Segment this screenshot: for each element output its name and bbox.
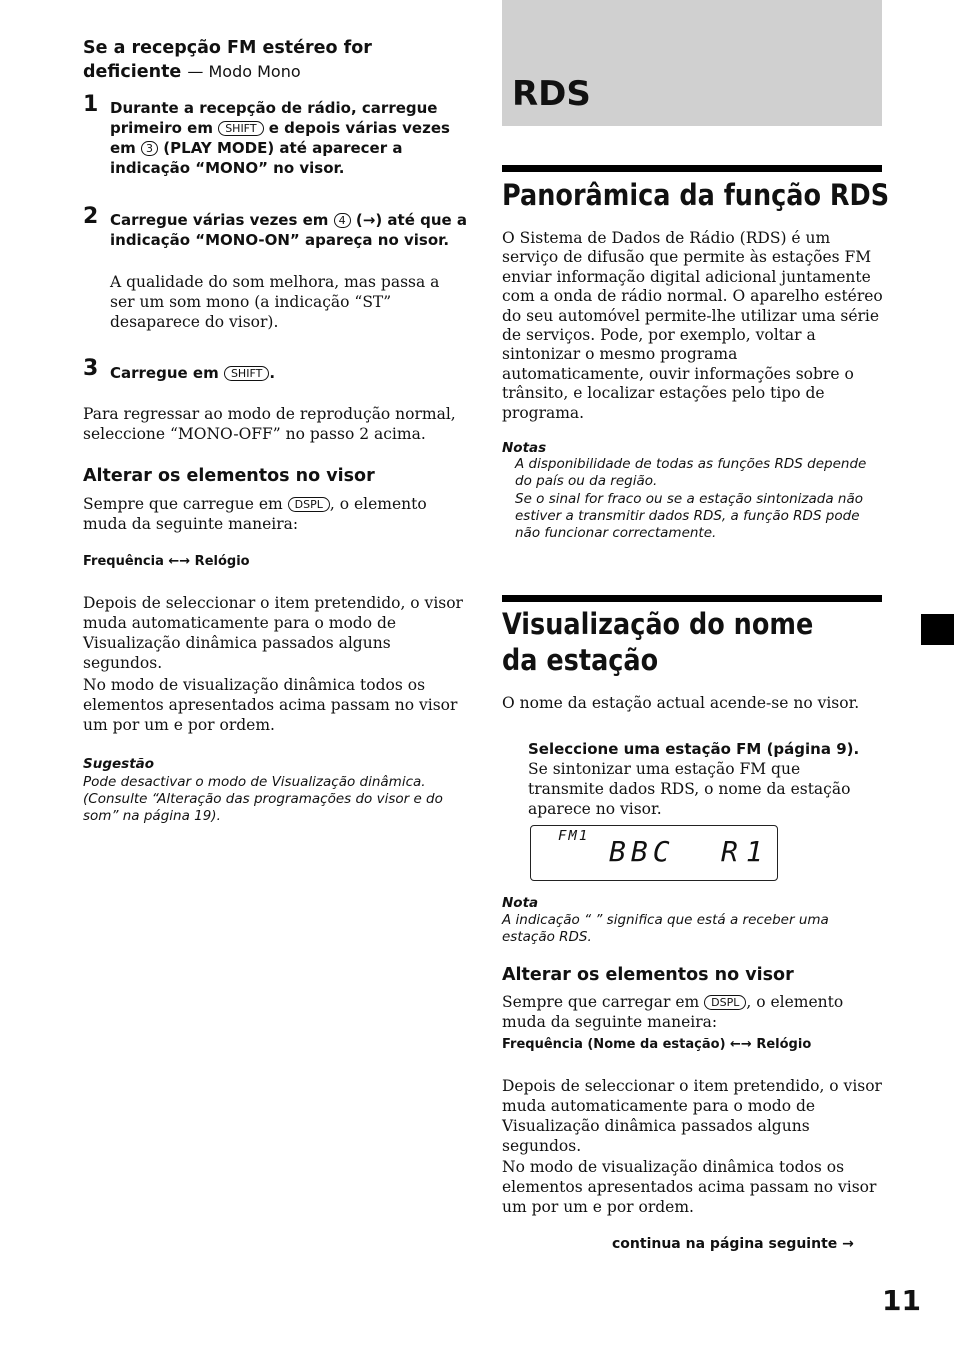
display-cycle: Frequência ←→ Relógio [83, 554, 250, 569]
station-title: Visualização do nome da estação [502, 607, 814, 677]
divider-rule [502, 165, 882, 172]
select-note: Se sintonizar uma estação FM que transmite dados RDS, o nome da estação aparece no visor. [528, 760, 851, 818]
step-2-text: Carregue várias vezes em 4 (→) até que a indicação “MONO-ON” apareça no visor. [110, 211, 468, 249]
lcd-display [530, 825, 778, 881]
display-text-right: Sempre que carregar em DSPL , o elemento muda da seguinte maneira: [502, 993, 844, 1031]
mono-section-title [83, 36, 423, 84]
tip-title: Sugestão [83, 756, 155, 772]
display-cycle-right: Frequência (Nome da estação) ←→ Relógio [502, 1037, 812, 1052]
return-text: Para regressar ao modo de reprodução normal, seleccione “MONO-OFF” no passo 2 acima. [83, 405, 456, 443]
divider-rule [502, 595, 882, 602]
step-2-number: 2 [83, 204, 99, 229]
display-heading: Alterar os elementos no visor [83, 466, 375, 486]
dspl-key: DSPL [704, 995, 746, 1010]
after-text-1: Depois de seleccionar o item pretendido, o visor muda automaticamente para o modo de Visualização dinâmica passados alguns segundos. [83, 594, 463, 672]
panorama-text: O Sistema de Dados de Rádio (RDS) é um serviço de difusão que permite às estações FM enviar informação digital adicional juntamente com a onda de rádio normal. O aparelho estéreo do seu automóvel permite-lhe utilizar uma série de serviços. Pode, por exemplo, voltar a sintonizar o mesmo programa automaticamente, ouvir informações sobre o trânsito, e localizar estações pelo tipo de programa. [502, 229, 883, 422]
nota-text: A indicação “ ” significa que está a receber uma estação RDS. [502, 912, 829, 945]
shift-key: SHIFT [218, 121, 263, 136]
step-2-note: A qualidade do som melhora, mas passa a ser um som mono (a indicação “ST” desaparece do visor). [110, 273, 440, 331]
step-1-text: Durante a recepção de rádio, carregue primeiro em SHIFT e depois várias vezes em 3 (PLAY MODE) até aparecer a indicação “MONO” no visor. [110, 99, 450, 177]
step-1-number: 1 [83, 92, 99, 117]
nota-title: Nota [502, 895, 539, 911]
after-text-right-2: No modo de visualização dinâmica todos os elementos apresentados acima passam no visor um por um e por ordem. [502, 1158, 877, 1216]
panorama-title: Panorâmica da função RDS [502, 178, 890, 212]
key-4: 4 [334, 213, 351, 228]
side-tab-marker [921, 614, 954, 645]
dspl-key: DSPL [288, 497, 330, 512]
notes-title: Notas [502, 440, 547, 456]
continue-text: continua na página seguinte → [612, 1236, 854, 1252]
rds-section-title: RDS [512, 74, 591, 114]
after-text-right-1: Depois de seleccionar o item pretendido, o visor muda automaticamente para o modo de Visualização dinâmica passados alguns segundos. [502, 1077, 882, 1155]
note-1: A disponibilidade de todas as funções RDS depende do país ou da região. [515, 456, 867, 489]
display-text: Sempre que carregue em DSPL , o elemento muda da seguinte maneira: [83, 495, 427, 533]
page-number: 11 [882, 1284, 921, 1317]
select-step: Seleccione uma estação FM (página 9). [528, 740, 860, 758]
after-text-2: No modo de visualização dinâmica todos os elementos apresentados acima passam no visor um por um e por ordem. [83, 676, 458, 734]
rds-header-block [502, 0, 882, 126]
tip-text: Pode desactivar o modo de Visualização dinâmica. (Consulte “Alteração das programações do visor e do som” na página 19). [83, 774, 443, 824]
lcd-code: R1 [721, 835, 771, 868]
lcd-station-name: BBC [609, 835, 675, 868]
lcd-band: FM1 [558, 828, 590, 844]
mono-title: Se a recepção FM estéreo for deficiente [83, 38, 372, 82]
mono-subtitle: — Modo Mono [187, 62, 301, 81]
step-3-text: Carregue em SHIFT . [110, 364, 276, 382]
display-heading-right: Alterar os elementos no visor [502, 965, 794, 985]
station-intro: O nome da estação actual acende-se no visor. [502, 694, 860, 712]
note-2: Se o sinal for fraco ou se a estação sintonizada não estiver a transmitir dados RDS, a função RDS pode não funcionar correctamente. [515, 491, 864, 541]
step-3-number: 3 [83, 356, 99, 381]
key-3: 3 [141, 141, 158, 156]
shift-key: SHIFT [224, 366, 269, 381]
